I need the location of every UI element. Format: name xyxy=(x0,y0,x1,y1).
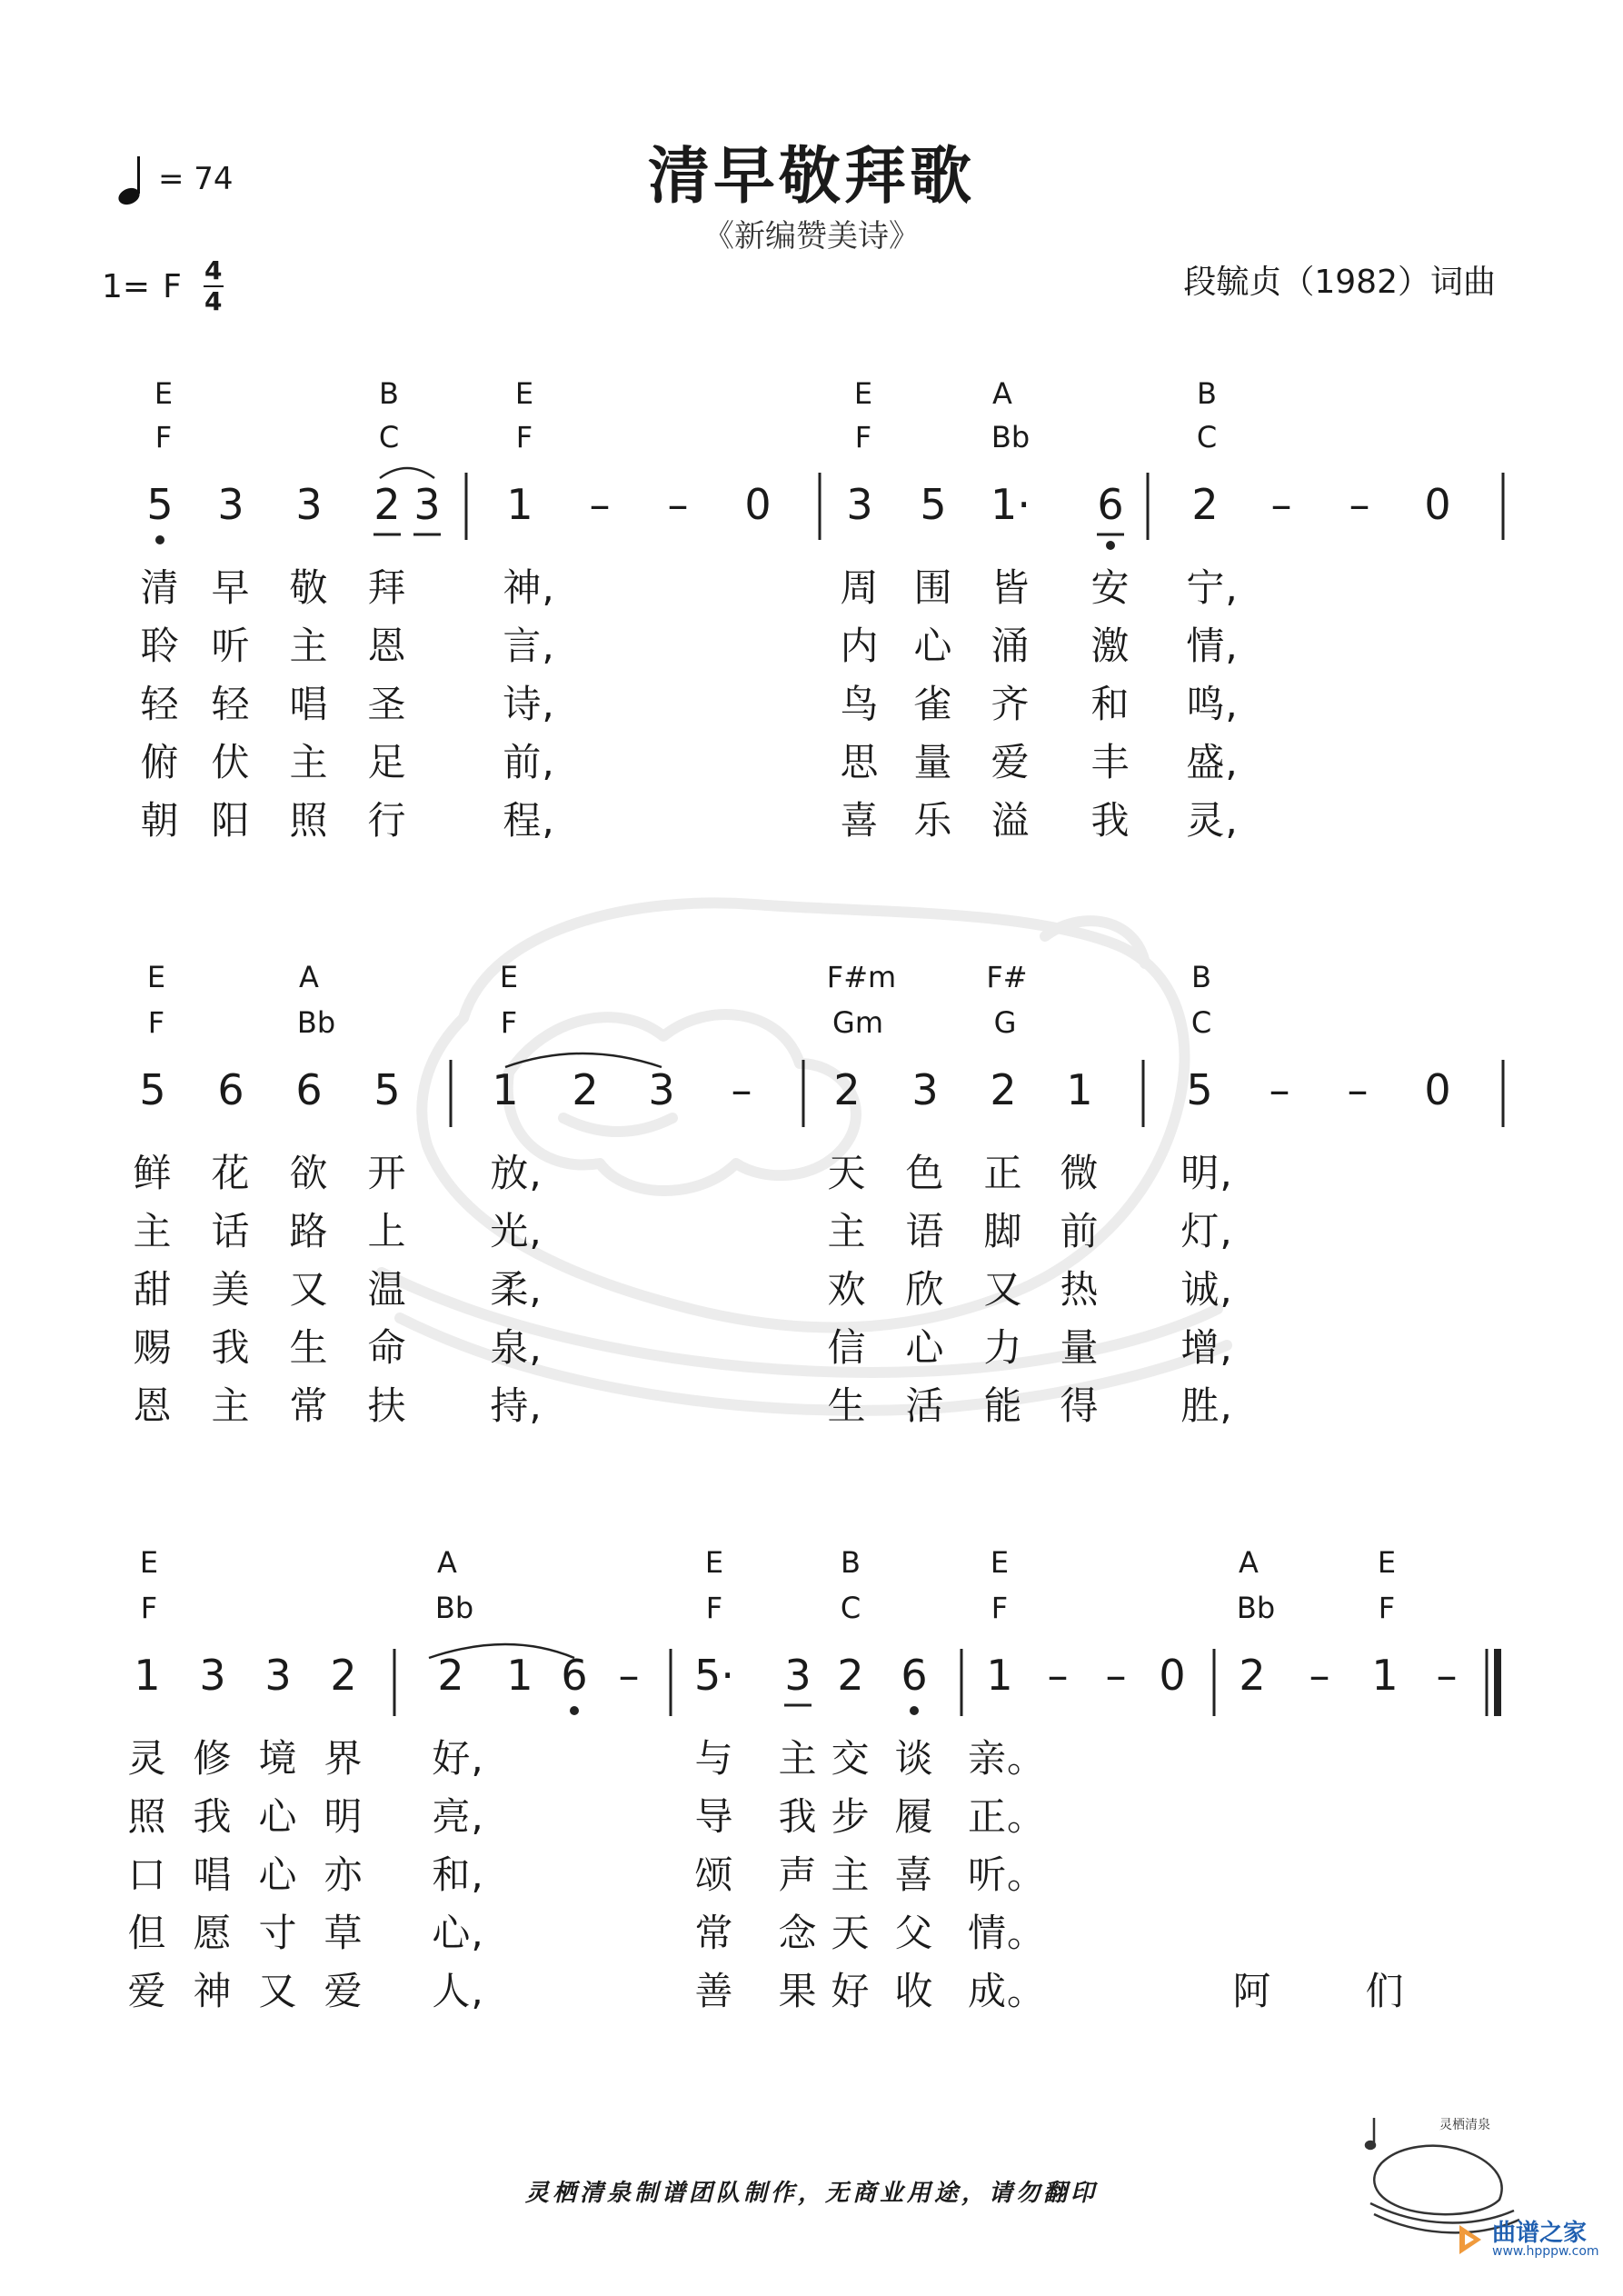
chord-lower: Bb xyxy=(991,420,1031,454)
lyric-char: 爱 xyxy=(324,1969,363,2013)
note: 1 xyxy=(506,1651,533,1700)
lyric-char: 聆 xyxy=(140,624,180,668)
chord-upper: E xyxy=(139,1545,159,1580)
lyric-char: 欣 xyxy=(905,1267,945,1312)
note: 1 xyxy=(986,1651,1013,1700)
lyric-char: 我 xyxy=(211,1325,251,1370)
note: 3 xyxy=(784,1651,812,1700)
lyric-char: 泉, xyxy=(490,1325,543,1370)
note: 1 xyxy=(134,1651,161,1700)
chord-upper: B xyxy=(841,1545,861,1580)
lyric-char: 照 xyxy=(289,798,329,843)
song-title: 清早敬拜歌 xyxy=(647,141,975,213)
chord-upper: E xyxy=(990,1545,1010,1580)
note: 2 xyxy=(437,1651,464,1700)
lyric-char: 主 xyxy=(778,1736,818,1781)
chord-upper: A xyxy=(992,376,1012,411)
lyric-char: 听 xyxy=(211,624,251,668)
lyric-char: 恩 xyxy=(133,1383,173,1428)
note: – xyxy=(1347,1065,1369,1114)
lyric-char: 齐 xyxy=(991,682,1031,726)
note: 2 xyxy=(572,1065,599,1114)
lyric-char: 草 xyxy=(324,1911,363,1955)
lyric-char: 话 xyxy=(211,1209,251,1253)
lyric-char: 情, xyxy=(1186,624,1239,668)
lyric-char: 力 xyxy=(983,1325,1023,1370)
chord-upper: E xyxy=(853,376,873,411)
lyric-char: 放, xyxy=(490,1151,543,1195)
lyric-char: 爱 xyxy=(127,1969,167,2013)
note: 3 xyxy=(199,1651,226,1700)
lyric-char: 鸣, xyxy=(1186,682,1239,726)
lyric-char: 朝 xyxy=(140,798,180,843)
lyric-char: 主 xyxy=(133,1209,173,1253)
lyric-char: 寸 xyxy=(258,1911,298,1955)
lyric-char: 涌 xyxy=(991,624,1031,668)
lyric-char: 开 xyxy=(367,1151,407,1195)
lyric-char: 亦 xyxy=(324,1852,363,1897)
chord-lower: F xyxy=(154,420,173,454)
lyric-char: 柔, xyxy=(490,1267,543,1312)
lyric-char: 明, xyxy=(1180,1151,1233,1195)
note: 2 xyxy=(330,1651,357,1700)
lyric-char: 听。 xyxy=(967,1852,1047,1897)
time-top: 4 xyxy=(204,255,223,285)
lyric-char: 又 xyxy=(258,1969,298,2013)
lyric-char: 持, xyxy=(490,1383,543,1428)
lyric-char: 情。 xyxy=(967,1911,1047,1955)
note: 3 xyxy=(911,1065,939,1114)
chord-upper: E xyxy=(704,1545,724,1580)
note: 1 xyxy=(1066,1065,1093,1114)
lyric-char: 导 xyxy=(694,1794,734,1839)
note: 0 xyxy=(744,480,772,529)
lyric-char: 好, xyxy=(432,1736,484,1781)
lyric-char: 喜 xyxy=(840,798,880,843)
note: 1 xyxy=(492,1065,519,1114)
lyric-char: 善 xyxy=(694,1969,734,2013)
chord-lower: F xyxy=(1378,1591,1396,1625)
lyric-char: 生 xyxy=(289,1325,329,1370)
lyric-char: 丰 xyxy=(1090,740,1130,784)
chord-upper: A xyxy=(437,1545,457,1580)
lyric-char: 亮, xyxy=(432,1794,484,1839)
lyric-char: 前 xyxy=(1060,1209,1100,1253)
lyric-char: 美 xyxy=(211,1267,251,1312)
chord-upper: F# xyxy=(986,960,1028,994)
lyric-char: 思 xyxy=(840,740,880,784)
chord-upper: E xyxy=(1377,1545,1397,1580)
lyric-char: 心 xyxy=(905,1325,945,1370)
chord-lower: Bb xyxy=(296,1005,336,1040)
lyric-char: 收 xyxy=(894,1969,934,2013)
lyric-char: 心 xyxy=(258,1852,298,1897)
note: – xyxy=(1105,1651,1127,1700)
lyric-char: 主 xyxy=(831,1852,871,1897)
lyric-char: 我 xyxy=(778,1794,818,1839)
lyric-char: 脚 xyxy=(983,1209,1023,1253)
lyric-char: 量 xyxy=(1060,1325,1100,1370)
note: 5 xyxy=(920,480,947,529)
lyric-char: 欢 xyxy=(827,1267,867,1312)
composer-credit: 段毓贞（1982）词曲 xyxy=(1183,264,1496,301)
lyric-char: 上 xyxy=(367,1209,407,1253)
lyric-char: 爱 xyxy=(991,740,1031,784)
note: 6 xyxy=(561,1651,588,1700)
lyric-char: 步 xyxy=(831,1794,871,1839)
lyric-char: 正。 xyxy=(967,1794,1047,1839)
lyric-char: 交 xyxy=(831,1736,871,1781)
lyric-char: 清 xyxy=(140,565,180,610)
lyric-char: 光, xyxy=(490,1209,543,1253)
lyric-char: 和, xyxy=(432,1852,484,1897)
note: – xyxy=(667,480,689,529)
lyric-char: 拜 xyxy=(367,565,407,610)
lyric-char: 念 xyxy=(778,1911,818,1955)
chord-upper: E xyxy=(154,376,174,411)
chord-upper: E xyxy=(499,960,519,994)
lyric-char: 增, xyxy=(1180,1325,1233,1370)
chord-lower: C xyxy=(378,420,400,454)
time-bottom: 4 xyxy=(204,286,223,316)
lyric-char: 诚, xyxy=(1180,1267,1233,1312)
lyric-char: 照 xyxy=(127,1794,167,1839)
chord-lower: F xyxy=(705,1591,723,1625)
lyric-char: 常 xyxy=(289,1383,329,1428)
lyric-char: 灯, xyxy=(1180,1209,1233,1253)
lyric-char: 明 xyxy=(324,1794,363,1839)
chord-lower: F xyxy=(140,1591,158,1625)
note: 1· xyxy=(991,480,1031,529)
lyric-char: 微 xyxy=(1060,1151,1100,1195)
note: 3 xyxy=(295,480,323,529)
lyric-char: 敬 xyxy=(289,565,329,610)
lyric-char: 主 xyxy=(289,624,329,668)
note: – xyxy=(1349,480,1370,529)
lyric-char: 天 xyxy=(831,1911,871,1955)
chord-lower: F xyxy=(991,1591,1009,1625)
lyric-char: 周 xyxy=(840,565,880,610)
note: 0 xyxy=(1159,1651,1186,1700)
note: 5 xyxy=(139,1065,166,1114)
note: 3 xyxy=(846,480,873,529)
lyric-char: 主 xyxy=(827,1209,867,1253)
note: 5 xyxy=(1186,1065,1213,1114)
footer-note: 灵栖清泉制谱团队制作，无商业用途，请勿翻印 xyxy=(524,2180,1098,2207)
site-url: www.hpppw.com xyxy=(1492,2244,1599,2259)
lyric-char: 愿 xyxy=(193,1911,233,1955)
lyric-char: 前, xyxy=(503,740,555,784)
lyric-char: 伏 xyxy=(211,740,251,784)
lyric-char: 诗, xyxy=(503,682,555,726)
lyric-char: 溢 xyxy=(991,798,1031,843)
lyric-char: 花 xyxy=(211,1151,251,1195)
lyric-char: 界 xyxy=(324,1736,363,1781)
lyric-char: 果 xyxy=(778,1969,818,2013)
note: 2 xyxy=(1191,480,1219,529)
lyric-char: 扶 xyxy=(367,1383,407,1428)
note: – xyxy=(1436,1651,1458,1700)
lyric-char: 言, xyxy=(503,624,555,668)
note: 3 xyxy=(648,1065,675,1114)
key-label: 1= xyxy=(102,267,151,305)
note: 6 xyxy=(1097,480,1124,529)
lyric-char: 主 xyxy=(289,740,329,784)
lyric-char: 圣 xyxy=(367,682,407,726)
lyric-char: 盛, xyxy=(1186,740,1239,784)
chord-upper: E xyxy=(146,960,166,994)
note: 3 xyxy=(413,480,441,529)
lyric-char: 我 xyxy=(1090,798,1130,843)
lyric-char: 主 xyxy=(211,1383,251,1428)
amen-char: 们 xyxy=(1365,1969,1405,2013)
lyric-char: 声 xyxy=(778,1852,818,1897)
lyric-char: 路 xyxy=(289,1209,329,1253)
lyric-char: 与 xyxy=(694,1736,734,1781)
lyric-char: 赐 xyxy=(133,1325,173,1370)
key-note: F xyxy=(163,267,182,305)
note: 3 xyxy=(217,480,244,529)
lyric-char: 履 xyxy=(894,1794,934,1839)
note: 5 xyxy=(373,1065,401,1114)
note: 6 xyxy=(295,1065,323,1114)
lyric-char: 信 xyxy=(827,1325,867,1370)
tempo-value: = 74 xyxy=(158,161,234,197)
lyric-char: 又 xyxy=(289,1267,329,1312)
site-logo-icon xyxy=(1454,2221,1487,2258)
lyric-char: 正 xyxy=(983,1151,1023,1195)
note: 6 xyxy=(901,1651,928,1700)
lyric-char: 俯 xyxy=(140,740,180,784)
lyric-char: 我 xyxy=(193,1794,233,1839)
chord-upper: B xyxy=(379,376,399,411)
chord-lower: F xyxy=(500,1005,518,1040)
lyric-char: 量 xyxy=(913,740,953,784)
note: 5 xyxy=(146,480,174,529)
lyric-char: 生 xyxy=(827,1383,867,1428)
lyric-char: 修 xyxy=(193,1736,233,1781)
chord-lower: F xyxy=(147,1005,165,1040)
note: 2 xyxy=(990,1065,1017,1114)
note: – xyxy=(1047,1651,1069,1700)
chord-upper: B xyxy=(1191,960,1211,994)
lyric-char: 鸟 xyxy=(840,682,880,726)
song-subtitle: 《新编赞美诗》 xyxy=(703,218,920,255)
lyric-char: 灵 xyxy=(127,1736,167,1781)
lyric-char: 语 xyxy=(905,1209,945,1253)
lyric-char: 命 xyxy=(367,1325,407,1370)
lyric-char: 内 xyxy=(840,624,880,668)
lyric-char: 阳 xyxy=(211,798,251,843)
lyric-char: 皆 xyxy=(991,565,1031,610)
lyric-char: 喜 xyxy=(894,1852,934,1897)
note: 2 xyxy=(1239,1651,1266,1700)
lyric-char: 色 xyxy=(905,1151,945,1195)
lyric-char: 心, xyxy=(432,1911,484,1955)
note: 2 xyxy=(837,1651,864,1700)
amen-char: 阿 xyxy=(1232,1969,1272,2013)
lyric-char: 宁, xyxy=(1186,565,1239,610)
lyric-char: 温 xyxy=(367,1267,407,1312)
note: – xyxy=(618,1651,640,1700)
chord-lower: F xyxy=(854,420,872,454)
note: – xyxy=(1270,480,1292,529)
lyric-char: 安 xyxy=(1090,565,1130,610)
chord-upper: B xyxy=(1197,376,1217,411)
lyric-char: 常 xyxy=(694,1911,734,1955)
lyric-char: 和 xyxy=(1090,682,1130,726)
chord-lower: C xyxy=(1196,420,1218,454)
chord-lower: G xyxy=(993,1005,1017,1040)
lyric-char: 但 xyxy=(127,1911,167,1955)
lyric-char: 鲜 xyxy=(133,1151,173,1195)
chord-upper: E xyxy=(514,376,534,411)
note: 0 xyxy=(1424,480,1451,529)
lyric-char: 神, xyxy=(503,565,555,610)
lyric-char: 又 xyxy=(983,1267,1023,1312)
lyric-char: 天 xyxy=(827,1151,867,1195)
lyric-char: 神 xyxy=(193,1969,233,2013)
lyric-char: 口 xyxy=(127,1852,167,1897)
lyric-char: 成。 xyxy=(967,1969,1047,2013)
lyric-char: 激 xyxy=(1090,624,1130,668)
lyric-char: 境 xyxy=(258,1736,298,1781)
chord-upper: F#m xyxy=(826,960,897,994)
lyric-char: 胜, xyxy=(1180,1383,1233,1428)
chord-lower: F xyxy=(515,420,533,454)
note: 1 xyxy=(506,480,533,529)
lyric-char: 唱 xyxy=(193,1852,233,1897)
logo-text: 灵栖清泉 xyxy=(1439,2118,1490,2132)
lyric-char: 行 xyxy=(367,798,407,843)
lyric-char: 围 xyxy=(913,565,953,610)
lyric-char: 轻 xyxy=(140,682,180,726)
lyric-char: 谈 xyxy=(894,1736,934,1781)
lyric-char: 甜 xyxy=(133,1267,173,1312)
lyric-char: 恩 xyxy=(367,624,407,668)
lyric-char: 能 xyxy=(983,1383,1023,1428)
lyric-char: 心 xyxy=(913,624,953,668)
note: 2 xyxy=(373,480,401,529)
note: 5· xyxy=(694,1651,734,1700)
lyric-char: 程, xyxy=(503,798,555,843)
lyric-char: 热 xyxy=(1060,1267,1100,1312)
chord-lower: C xyxy=(840,1591,861,1625)
lyric-char: 轻 xyxy=(211,682,251,726)
site-watermark xyxy=(1454,2221,1599,2258)
lyric-char: 父 xyxy=(894,1911,934,1955)
note: 1 xyxy=(1371,1651,1399,1700)
chord-lower: Bb xyxy=(434,1591,474,1625)
chord-upper: A xyxy=(299,960,319,994)
site-name: 曲谱之家 xyxy=(1492,2220,1588,2247)
chord-upper: A xyxy=(1239,1545,1259,1580)
note: 6 xyxy=(217,1065,244,1114)
lyric-char: 乐 xyxy=(913,798,953,843)
lyric-char: 得 xyxy=(1060,1383,1100,1428)
lyric-char: 亲。 xyxy=(967,1736,1047,1781)
lyric-char: 活 xyxy=(905,1383,945,1428)
lyric-char: 心 xyxy=(258,1794,298,1839)
note: 3 xyxy=(264,1651,292,1700)
note: – xyxy=(1269,1065,1290,1114)
note: 2 xyxy=(833,1065,861,1114)
lyric-char: 好 xyxy=(831,1969,871,2013)
note: – xyxy=(1309,1651,1330,1700)
chord-lower: C xyxy=(1190,1005,1212,1040)
note: 0 xyxy=(1424,1065,1451,1114)
lyric-char: 灵, xyxy=(1186,798,1239,843)
lyric-char: 雀 xyxy=(913,682,953,726)
lyric-char: 早 xyxy=(211,565,251,610)
note: – xyxy=(731,1065,752,1114)
note: – xyxy=(589,480,611,529)
lyric-char: 欲 xyxy=(289,1151,329,1195)
lyric-char: 唱 xyxy=(289,682,329,726)
chord-lower: Gm xyxy=(832,1005,883,1040)
chord-lower: Bb xyxy=(1236,1591,1276,1625)
lyric-char: 人, xyxy=(432,1969,484,2013)
lyric-char: 颂 xyxy=(694,1852,734,1897)
lyric-char: 足 xyxy=(367,740,407,784)
